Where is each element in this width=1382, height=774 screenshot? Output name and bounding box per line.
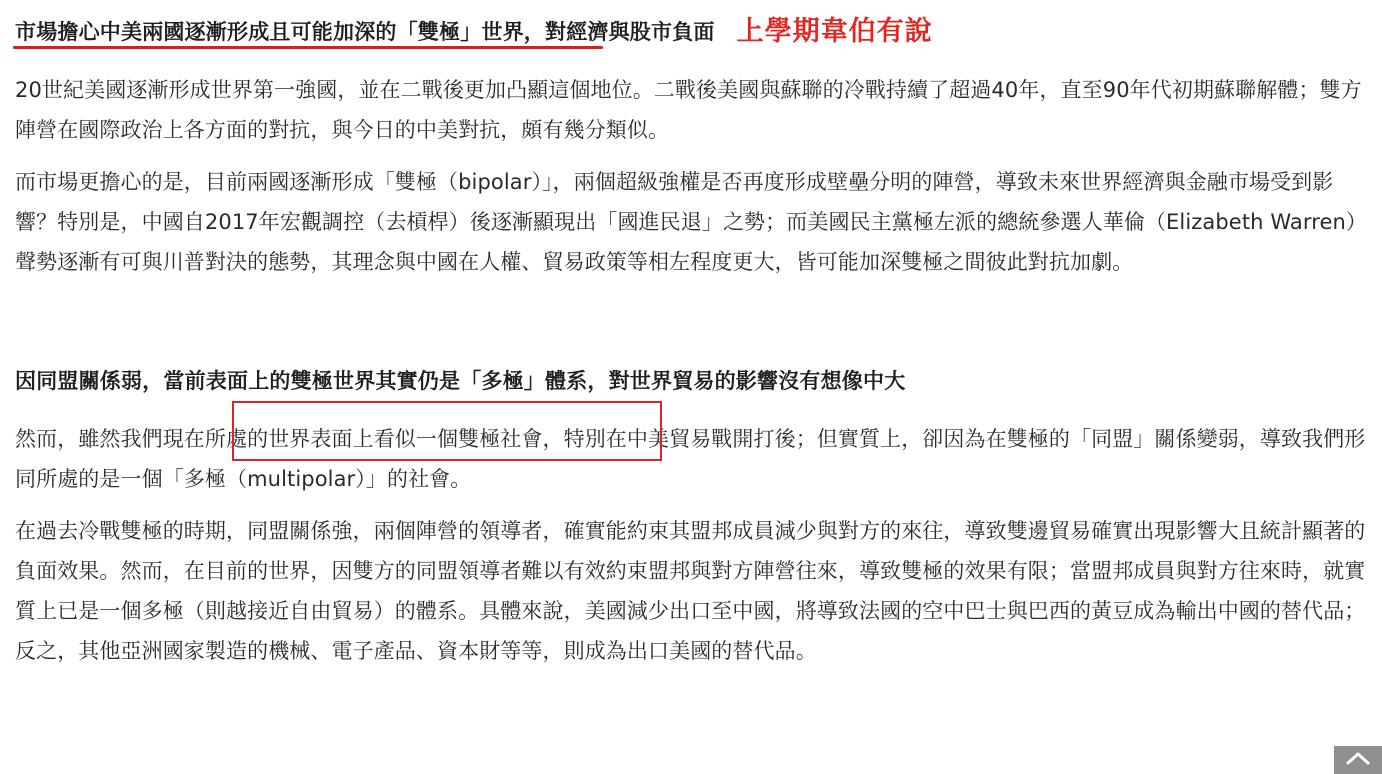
- section-heading-1: 市場擔心中美兩國逐漸形成且可能加深的「雙極」世界，對經濟與股市負面: [15, 20, 715, 44]
- paragraph: 20世紀美國逐漸形成世界第一強國，並在二戰後更加凸顯這個地位。二戰後美國與蘇聯的冷戰持續了超過40年，直至90年代初期蘇聯解體；雙方陣營在國際政治上各方面的對抗，與今日的中美對抗，頗有幾分類似。: [15, 78, 1362, 142]
- red-underline-annotation: [13, 46, 603, 49]
- paragraph: 然而，雖然我們現在所處的世界表面上看似一個雙極社會，特別在中美貿易戰開打後；但實質上，卻因為在雙極的「同盟」關係變弱，導致我們形同所處的是一個「多極（multipolar）」的社會。: [15, 427, 1366, 491]
- section-heading-2: 因同盟關係弱，當前表面上的雙極世界其實仍是「多極」體系，對世界貿易的影響沒有想像中大: [15, 369, 906, 393]
- red-box-annotation: [232, 401, 662, 461]
- paragraph: 而市場更擔心的是，目前兩國逐漸形成「雙極（bipolar）」，兩個超級強權是否再度形成壁壘分明的陣營，導致未來世界經濟與金融市場受到影響？特別是，中國自2017年宏觀調控（去槓桿）後逐漸顯現出「國進民退」之勢；而美國民主黨極左派的總統參選人華倫（Elizabeth Warren）聲勢逐漸有可與川普對決的態勢，其理念與中國在人權、貿易政策等相左程度更大，皆可能加深雙極之間彼此對抗加劇。: [15, 170, 1367, 274]
- scroll-to-top-button[interactable]: [1334, 746, 1382, 774]
- article-body: [15, 12, 1367, 671]
- section-heading-row: [15, 361, 1367, 401]
- paragraph: 在過去冷戰雙極的時期，同盟關係強，兩個陣營的領導者，確實能約束其盟邦成員減少與對方的來往，導致雙邊貿易確實出現影響大且統計顯著的負面效果。然而，在目前的世界，因雙方的同盟領導者難以有效約束盟邦與對方陣營往來，導致雙極的效果有限；當盟邦成員與對方往來時，就實質上已是一個多極（則越接近自由貿易）的體系。具體來說，美國減少出口至中國，將導致法國的空中巴士與巴西的黃豆成為輸出中國的替代品；反之，其他亞洲國家製造的機械、電子產品、資本財等等，則成為出口美國的替代品。: [15, 519, 1366, 663]
- chevron-up-icon: [1345, 750, 1371, 766]
- handwritten-annotation: 上學期韋伯有說: [736, 16, 933, 47]
